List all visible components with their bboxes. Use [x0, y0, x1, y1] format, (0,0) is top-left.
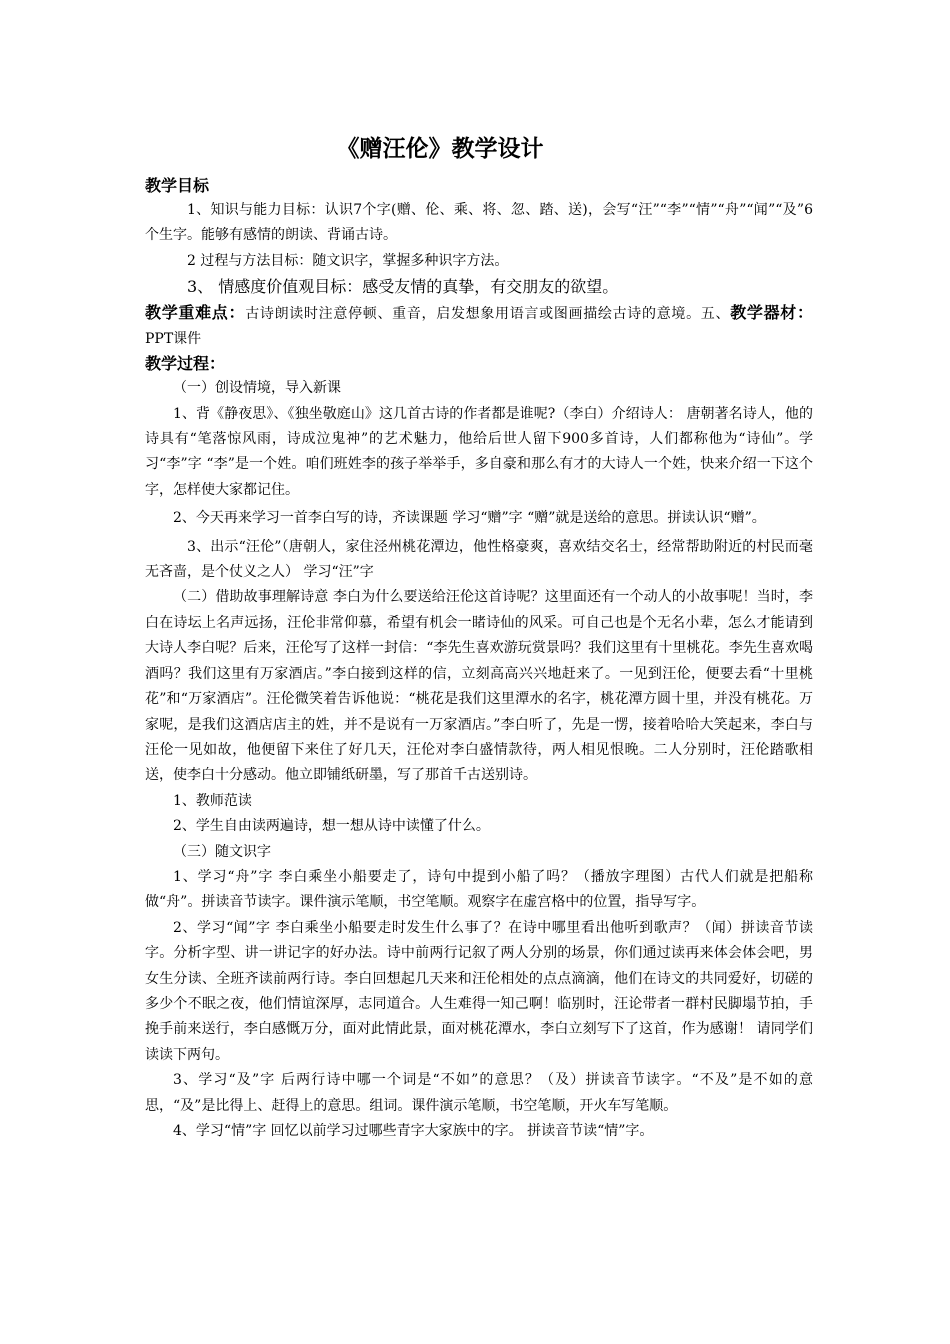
keypoints-text: 古诗朗读时注意停顿、重音，启发想象用语言或图画描绘古诗的意境。五、 [245, 306, 731, 323]
process-heading: 教学过程： [145, 354, 226, 374]
objectives-heading: 教学目标 [145, 176, 210, 195]
paragraph-teacher-reading: 1、教师范读 [173, 792, 252, 809]
paragraph-study-wen: 2、学习“闻”字 李白乘坐小船要走时发生什么事了？在诗中哪里看出他听到歌声？（闻）拼读音节读字。分析字型、讲一讲记字的好办法。诗中前两行记叙了两人分别的场景，你们通过读再来体会体会吧，男女生分读、全班齐读前两行诗。李白回想起几天来和汪伦相处的点点滴滴，他们在诗文的共同爱好，切磋的多少个不眠之夜，他们情谊深厚，志同道合。人生难得一知己啊！临别时，汪论带者一群村民脚塌节拍，手挽手前来送行，李白感慨万分，面对此情此景，面对桃花潭水，李白立刻写下了这首，作为感谢！ 请同学们读读下两句。 [145, 919, 813, 1063]
paragraph-show-wanglun: 3、出示“汪伦”（唐朝人，家住泾州桃花潭边，他性格豪爽，喜欢结交名士，经常帮助附近的村民而毫无吝啬，是个仗义之人） 学习“汪”字 [145, 538, 813, 581]
paragraph-study-zhou: 1、学习“舟”字 李白乘坐小船要走了，诗句中提到小船了吗？（播放字理图）古代人们就是把船称做“舟”。拼读音节读字。课件演示笔顺，书空笔顺。观察字在虚宫格中的位置，指导写字。 [145, 868, 813, 911]
objective-3: 3、 情感度价值观目标：感受友情的真挚，有交朋友的欲望。 [187, 277, 619, 297]
section-1-heading: （一）创设情境，导入新课 [173, 380, 341, 397]
paragraph-study-qing: 4、学习“情”字 回忆以前学习过哪些青字大家族中的字。 拼读音节读“情”字。 [173, 1123, 654, 1139]
paragraph-study-ji: 3、学习“及”字 后两行诗中哪一个词是“不如”的意思？（及）拼读音节读字。“不及”是不如的意思，“及”是比得上、赶得上的意思。组词。课件演示笔顺，书空笔顺，开火车写笔顺。 [145, 1072, 813, 1114]
paragraph-study-zeng: 2、今天再来学习一首李白写的诗，齐读课题 学习“赠”字 “赠”就是送给的意思。拼读认识“赠”。 [173, 510, 766, 527]
materials-text: PPT课件 [145, 331, 202, 348]
document-body [145, 174, 813, 1144]
materials-label: 教学器材： [730, 303, 813, 323]
objective-1: 1、知识与能力目标：认识7个字(赠、伦、乘、将、忽、踏、送)，会写“汪”“李”“情”“舟”“闻”“及”6个生字。能够有感情的朗读、背诵古诗。 [145, 202, 813, 244]
section-3-heading: （三）随文识字 [173, 843, 271, 860]
keypoints-label: 教学重难点： [145, 303, 246, 323]
objective-2: 2 过程与方法目标：随文识字，掌握多种识字方法。 [187, 252, 509, 269]
paragraph-free-reading: 2、学生自由读两遍诗，想一想从诗中读懂了什么。 [173, 818, 490, 835]
paragraph-intro-poet: 1、背《静夜思》、《独坐敬庭山》这几首古诗的作者都是谁呢?（李白）介绍诗人： 唐朝著名诗人，他的诗具有“笔落惊风雨，诗成泣鬼神”的艺术魅力，他给后世人留下900多首诗，人们都称他为“诗仙”。学习“李”字 “李”是一个姓。咱们班姓李的孩子举举手，多自豪和那么有才的大诗人一个姓，快来介绍一下这个字，怎样使大家都记住。 [145, 405, 813, 498]
paragraph-story: （二）借助故事理解诗意 李白为什么要送给汪伦这首诗呢？这里面还有一个动人的小故事呢！当时，李白在诗坛上名声远扬，汪伦非常仰慕，希望有机会一睹诗仙的风采。可自己也是个无名小辈，怎么才能请到大诗人李白呢？后来，汪伦写了这样一封信：“李先生喜欢游玩赏景吗？我们这里有十里桃花。李先生喜欢喝酒吗？我们这里有万家酒店。”李白接到这样的信，立刻高高兴兴地赶来了。一见到汪伦，便要去看“十里桃花”和“万家酒店”。汪伦微笑着告诉他说：“桃花是我们这里潭水的名字，桃花潭方圆十里，并没有桃花。万家呢，是我们这酒店店主的姓，并不是说有一万家酒店。”李白听了，先是一愣，接着哈哈大笑起来，李白与汪伦一见如故，他便留下来住了好几天，汪伦对李白盛情款待，两人相见恨晚。二人分别时，汪伦踏歌相送，使李白十分感动。他立即铺纸研墨，写了那首千古送别诗。 [145, 589, 813, 784]
keypoints-materials-paragraph [145, 300, 813, 352]
document-title: 《赠汪伦》教学设计 [336, 136, 544, 162]
